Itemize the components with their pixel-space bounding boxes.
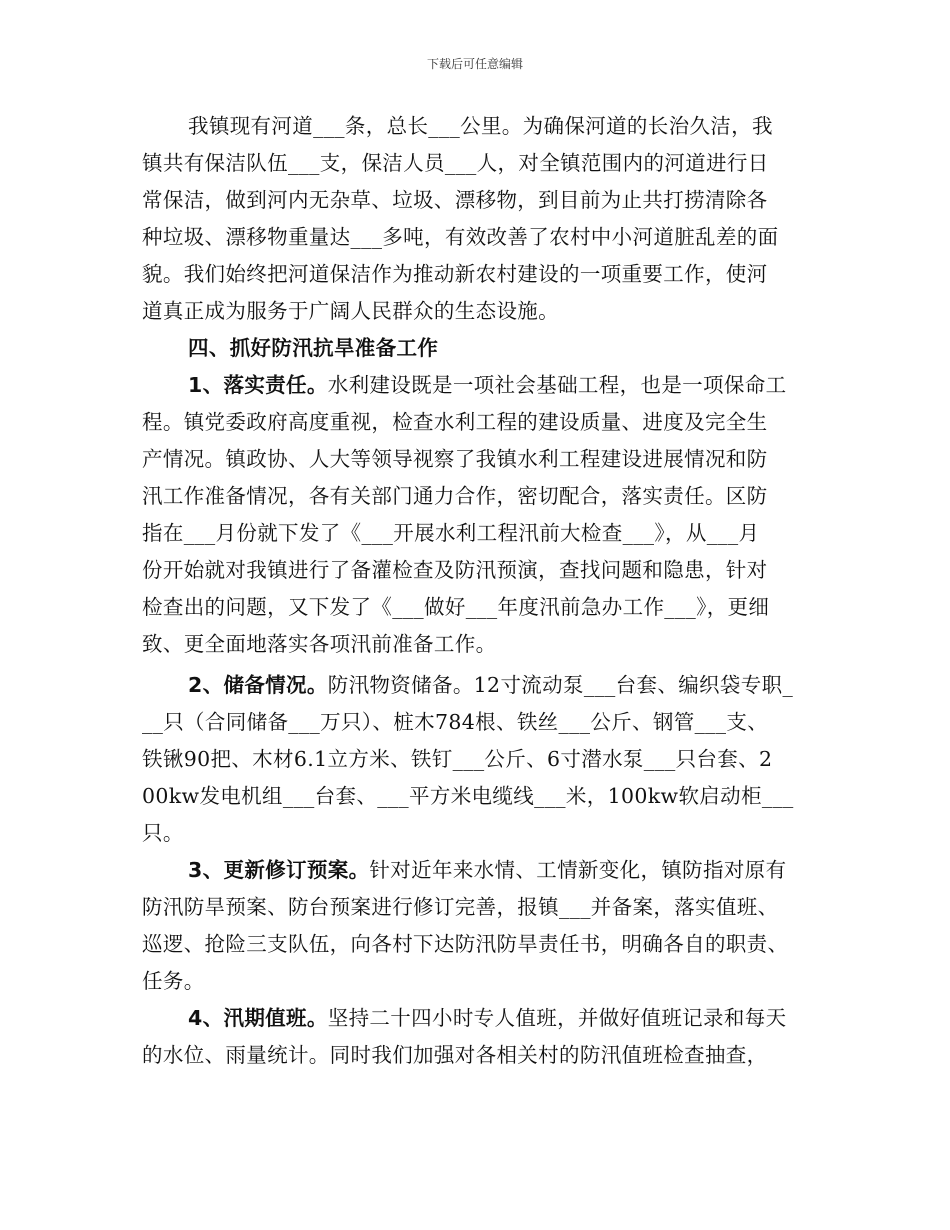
body-line: 道真正成为服务于广阔人民群众的生态设施。 [142,299,559,323]
body-text: 坚持二十四小时专人值班，并做好值班记录和每天 [327,1006,787,1030]
paragraph-start [188,675,793,696]
page-header: 下载后可任意编辑 [426,57,523,71]
body-line: 指在___月份就下发了《___开展水利工程汛前大检查___》，从___月 [142,521,760,545]
paragraph-start [188,860,786,881]
body-line: 镇共有保洁队伍___支，保洁人员___人，对全镇范围内的河道进行日 [142,151,769,175]
body-line: 程。镇党委政府高度重视，检查水利工程的建设质量、进度及完全生 [142,410,768,434]
paragraph-heading: 3、更新修订预案。 [188,858,370,882]
body-line: 常保洁，做到河内无杂草、垃圾、漂移物，到目前为止共打捞清除各 [142,188,768,212]
body-line: 巡逻、抢险三支队伍，向各村下达防汛防旱责任书，明确各自的职责、 [142,932,789,956]
paragraph-heading: 1、落实责任。 [188,373,328,397]
body-line: 致、更全面地落实各项汛前准备工作。 [142,632,497,656]
paragraph-heading: 4、汛期值班。 [188,1006,328,1030]
body-line: 任务。 [142,969,205,993]
paragraph-start [188,1008,786,1029]
body-line: 汛工作准备情况，各有关部门通力合作，密切配合，落实责任。区防 [142,484,768,508]
body-text: 水利建设既是一项社会基础工程，也是一项保命工 [327,373,787,397]
paragraph-start [188,375,786,396]
body-line: 我镇现有河道___条，总长___公里。为确保河道的长治久洁，我 [188,114,773,138]
body-line: 份开始就对我镇进行了备灌检查及防汛预演，查找问题和隐患，针对 [142,558,768,582]
body-line: 貌。我们始终把河道保洁作为推动新农村建设的一项重要工作，使河 [142,262,768,286]
body-line: 铁锹90把、木材6.1立方米、铁钉___公斤、6寸潜水泵___只台套、2 [142,747,773,771]
body-line: 防汛防旱预案、防台预案进行修订完善，报镇___并备案，落实值班、 [142,895,779,919]
body-line: 只。 [142,821,184,845]
body-line: 种垃圾、漂移物重量达___多吨，有效改善了农村中小河道脏乱差的面 [142,225,779,249]
body-line: 00kw发电机组___台套、___平方米电缆线___米，100kw软启动柜___ [142,784,794,808]
body-line: 产情况。镇政协、人大等领导视察了我镇水利工程建设进展情况和防 [142,447,768,471]
section-heading: 四、抓好防汛抗旱准备工作 [188,336,439,360]
body-line: 的水位、雨量统计。同时我们加强对各相关村的防汛值班检查抽查， [142,1043,768,1067]
body-text: 针对近年来水情、工情新变化，镇防指对原有 [369,858,787,882]
paragraph-heading: 2、储备情况。 [188,673,328,697]
body-text: 防汛物资储备。12寸流动泵___台套、编织袋专职_ [327,673,794,697]
body-line: __只（合同储备___万只）、桩木784根、铁丝___公斤、钢管___支、 [142,710,769,734]
body-line: 检查出的问题，又下发了《___做好___年度汛前急办工作___》，更细 [142,595,770,619]
